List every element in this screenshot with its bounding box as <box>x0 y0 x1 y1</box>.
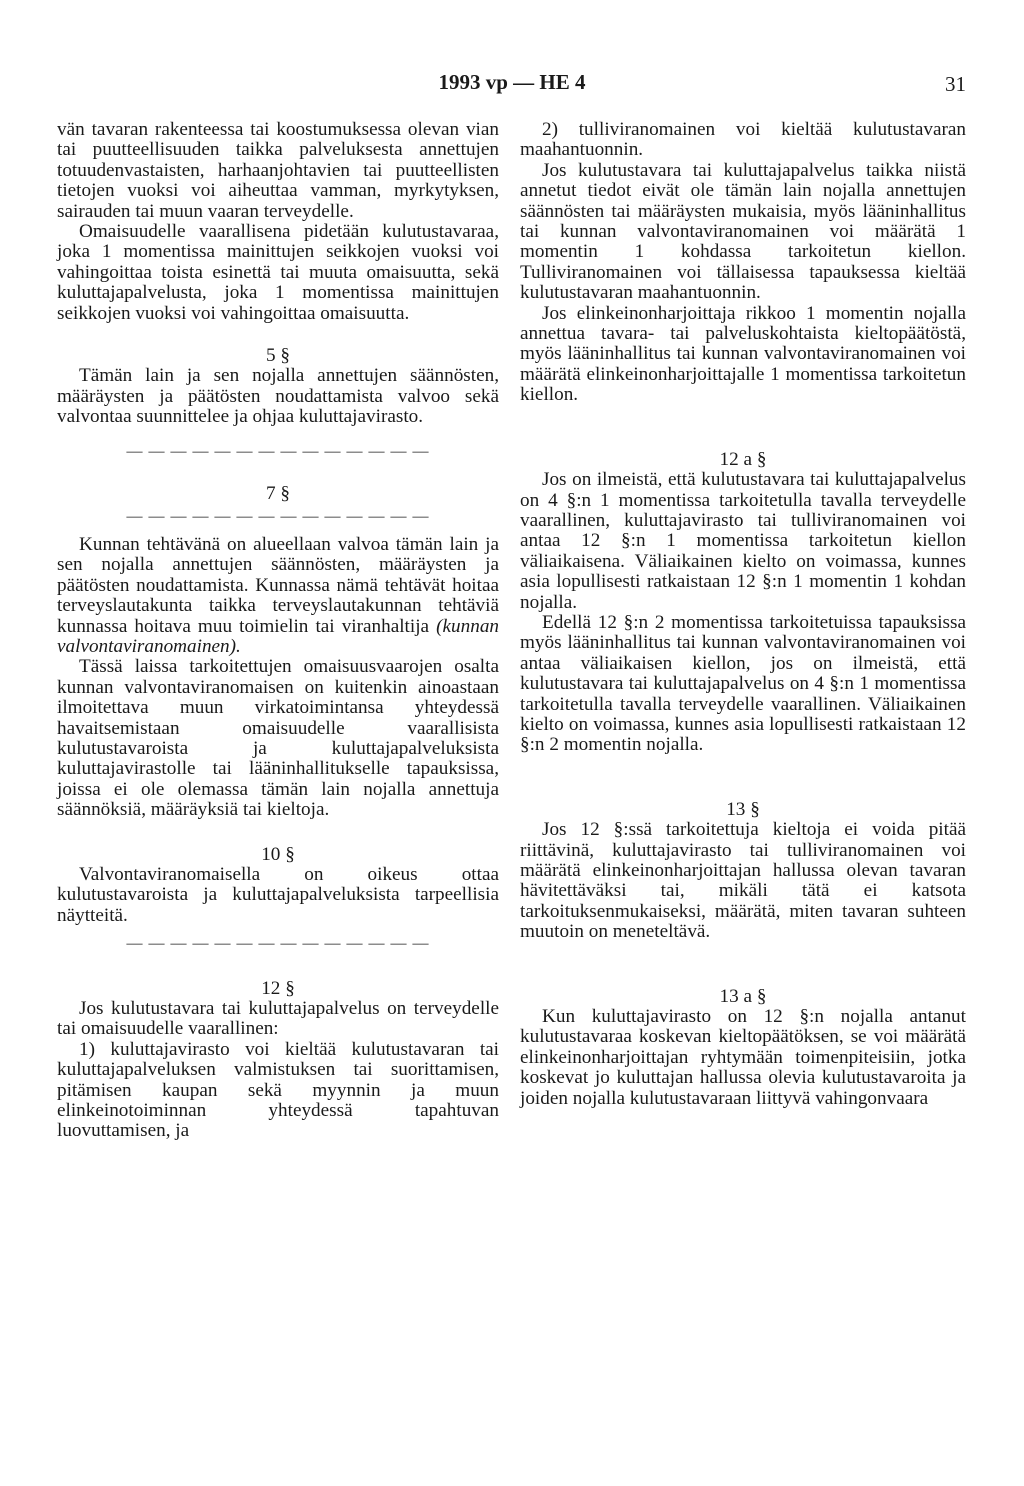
section-heading-12a: 12 a § <box>719 448 767 470</box>
section-heading-13: 13 § <box>726 798 760 820</box>
left-column <box>57 120 499 1142</box>
paragraph: Edellä 12 §:n 2 momentissa tarkoitetuissa tapauksissa myös lääninhallitus tai kunnan valvontaviranomainen voi antaa väliaikaisen kiellon, jos on ilmeistä, että kulutustavara tai kuluttajapalvelus on 4 §:n 1 momentissa tarkoitetulla tavalla terveydelle vaarallinen. Väliaikainen kielto on voimassa, kunnes asia lopullisesti ratkaistaan 12 §:n 2 momentin nojalla. <box>520 611 966 756</box>
paragraph <box>57 535 499 657</box>
list-item: 2) tulliviranomainen voi kieltää kulutustavaran maahantuonnin. <box>520 119 966 161</box>
paragraph: Tämän lain ja sen nojalla annettujen säännösten, määräysten ja päätösten noudattamista valvoo sekä valvontaa suunnittelee ja ohjaa kuluttajavirasto. <box>57 365 499 428</box>
section-heading-10: 10 § <box>261 843 295 865</box>
section-heading-12: 12 § <box>261 977 295 999</box>
paragraph-text: Kunnan tehtävänä on alueellaan valvoa tämän lain ja sen nojalla annettujen säännösten, määräysten ja päätösten noudattamista. Kunnassa nämä tehtävät hoitaa terveyslautakunta taikka terveyslautakunnan tehtäviä kunnassa hoitava muu toimielin tai viranhaltija <box>57 533 499 637</box>
paragraph: Valvontaviranomaisella on oikeus ottaa kulutustavaroista ja kuluttajapalveluksista tarpeellisia näytteitä. <box>57 864 499 926</box>
italic-term: (kunnan valvontaviranomainen). <box>57 615 500 657</box>
omission-line: — — — — — — — — — — — — — — <box>126 442 430 460</box>
paragraph: Omaisuudelle vaarallisena pidetään kulutustavaraa, joka 1 momentissa mainittujen seikkojen vuoksi voi vahingoittaa toista esinettä tai muuta omaisuutta, sekä kuluttajapalvelusta, joka 1 momentissa mainittujen seikkojen vuoksi voi vahingoittaa omaisuutta. <box>57 221 499 324</box>
omission-line: — — — — — — — — — — — — — — <box>126 507 430 525</box>
paragraph: Kun kuluttajavirasto on 12 §:n nojalla antanut kulutustavaraa koskevan kieltopäätöksen, se voi määrätä elinkeinonharjoittajan ryhtymään toimenpiteisiin, jotka koskevat jo kuluttajan hallussa olevia kulutustavaroita ja joiden nojalla kulutustavaraan liittyvä vahingonvaara <box>520 1006 966 1109</box>
paragraph: Tässä laissa tarkoitettujen omaisuusvaarojen osalta kunnan valvontaviranomaisen on kuitenkin ainoastaan ilmoitettava muun virkatoimintansa yhteydessä havaitsemistaan omaisuudelle vaarallisista kulutustavaroista ja kuluttajapalveluksista kuluttajavirastolle tai lääninhallitukselle tapauksissa, joissa ei ole olemassa tämän lain nojalla annettuja säännöksiä, määräyksiä tai kieltoja. <box>57 656 499 821</box>
paragraph: Jos 12 §:ssä tarkoitettuja kieltoja ei voida pitää riittävinä, kuluttajavirasto tai tulliviranomainen voi määrätä elinkeinonharjoittajan hallussa olevan tavaran hävitettäväksi tai, mikäli tätä ei katsota tarkoituksenmukaiseksi, määrätä, miten tavaran suhteen muutoin on meneteltävä. <box>520 819 966 943</box>
right-column <box>520 120 966 1109</box>
section-heading-7: 7 § <box>266 483 290 505</box>
paragraph: Jos on ilmeistä, että kulutustavara tai kuluttajapalvelus on 4 §:n 1 momentissa tarkoitetulla tavalla terveydelle vaarallinen, kuluttajavirasto tai tulliviranomainen voi antaa 12 §:n 1 momentissa tarkoitetun kiellon väliaikaisena. Väliaikainen kielto on voimassa, kunnes asia lopullisesti ratkaistaan 12 §:n 1 momentin 1 kohdan nojalla. <box>520 469 966 613</box>
paragraph: Jos kulutustavara tai kuluttajapalvelus taikka niistä annetut tiedot eivät ole tämän lain nojalla annettujen säännösten tai määräysten mukaisia, myös lääninhallitus tai kunnan valvontaviranomainen voi määrätä 1 momentin 1 kohdassa tarkoitetun kiellon. Tulliviranomainen voi tällaisessa tapauksessa kieltää kulutustavaran maahantuonnin. <box>520 159 966 304</box>
page-header-title: 1993 vp — HE 4 <box>438 70 586 94</box>
section-heading-5: 5 § <box>266 345 290 367</box>
paragraph: Jos kulutustavara tai kuluttajapalvelus on terveydelle tai omaisuudelle vaarallinen: <box>57 998 499 1040</box>
omission-line: — — — — — — — — — — — — — — <box>126 935 430 953</box>
list-item: 1) kuluttajavirasto voi kieltää kulutustavaran tai kuluttajapalveluksen valmistuksen tai suorittamisen, pitämisen kaupan sekä myynnin ja muun elinkeinotoiminnan yhteydessä tapahtuvan luovuttamisen, ja <box>57 1038 499 1142</box>
page-number: 31 <box>945 72 966 96</box>
paragraph: vän tavaran rakenteessa tai koostumuksessa olevan vian tai puutteellisuuden taikka palveluksesta annettujen totuudenvastaisten, harhaanjohtavien tai puutteellisten tietojen vuoksi voi aiheuttaa vamman, myrkytyksen, sairauden tai muun vaaran terveydelle. <box>57 119 499 222</box>
section-heading-13a: 13 a § <box>719 985 767 1007</box>
paragraph: Jos elinkeinonharjoittaja rikkoo 1 momentin nojalla annettua tavara- tai palveluskohtaista kieltopäätöstä, myös lääninhallitus tai kunnan valvontaviranomainen voi määrätä elinkeinonharjoittajalle 1 momentissa tarkoitetun kiellon. <box>520 302 966 406</box>
